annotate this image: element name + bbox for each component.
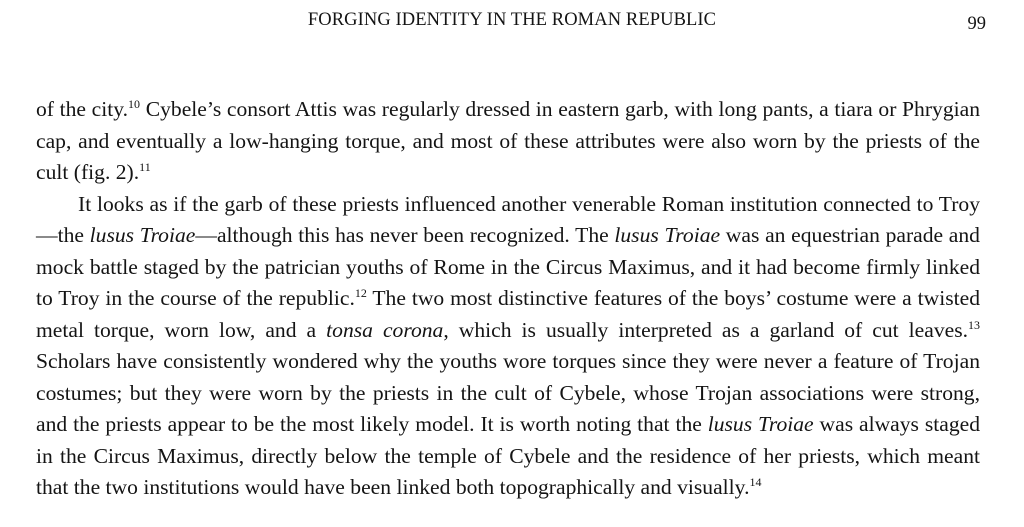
footnote-ref: 11 bbox=[139, 160, 151, 174]
text-segment: Cybele’s consort Attis was regularly dressed in eastern garb, with long pants, a tiara or Phrygian cap, and eventually a low-hanging torque, and most of these attributes were also worn by the priests of the cult (fig. 2). bbox=[36, 97, 980, 184]
footnote-ref: 13 bbox=[968, 317, 981, 332]
running-title: FORGING IDENTITY IN THE ROMAN REPUBLIC bbox=[307, 10, 717, 30]
italic-term: lusus Troiae bbox=[89, 223, 196, 247]
text-segment: —although this has never been recognized. The bbox=[195, 223, 615, 247]
italic-term: tonsa corona bbox=[326, 317, 444, 342]
text-segment: It looks as if the garb of these priests influenced another venerable Roman institution connected to Troy—the bbox=[36, 191, 980, 247]
text-segment: was always staged in the Circus Maximus, directly below the temple of Cybele and the residence of her priests, which meant that the two institutions would have been linked both topographically and visually. bbox=[36, 412, 981, 499]
text-segment: was an equestrian parade and mock battle staged by the patrician youths of Rome in the Circus Maximus, and it had become firmly linked to Troy in the course of the republic. bbox=[36, 223, 980, 310]
italic-term: lusus Troiae bbox=[707, 412, 814, 436]
text-segment: of the city. bbox=[36, 97, 129, 121]
footnote-ref: 10 bbox=[128, 97, 141, 111]
footnote-ref: 14 bbox=[749, 475, 762, 489]
text-segment: Scholars have consistently wondered why the youths wore torques since they were never a feature of Trojan costumes; but they were worn by the priests in the cult of Cybele, whose Trojan associations were strong, and the priests appear to be the most likely model. It is worth noting that the bbox=[36, 349, 980, 436]
text-segment: , which is usually interpreted as a garland of cut leaves. bbox=[443, 317, 969, 342]
page-number: 99 bbox=[967, 14, 986, 34]
body-text bbox=[36, 94, 980, 504]
running-head bbox=[0, 8, 1024, 34]
paragraph bbox=[36, 94, 980, 189]
italic-term: lusus Troiae bbox=[614, 223, 721, 247]
text-segment: The two most distinctive features of the boys’ costume were a twisted metal torque, worn low, and a bbox=[36, 286, 980, 342]
paragraph bbox=[36, 189, 980, 504]
footnote-ref: 12 bbox=[354, 286, 367, 300]
